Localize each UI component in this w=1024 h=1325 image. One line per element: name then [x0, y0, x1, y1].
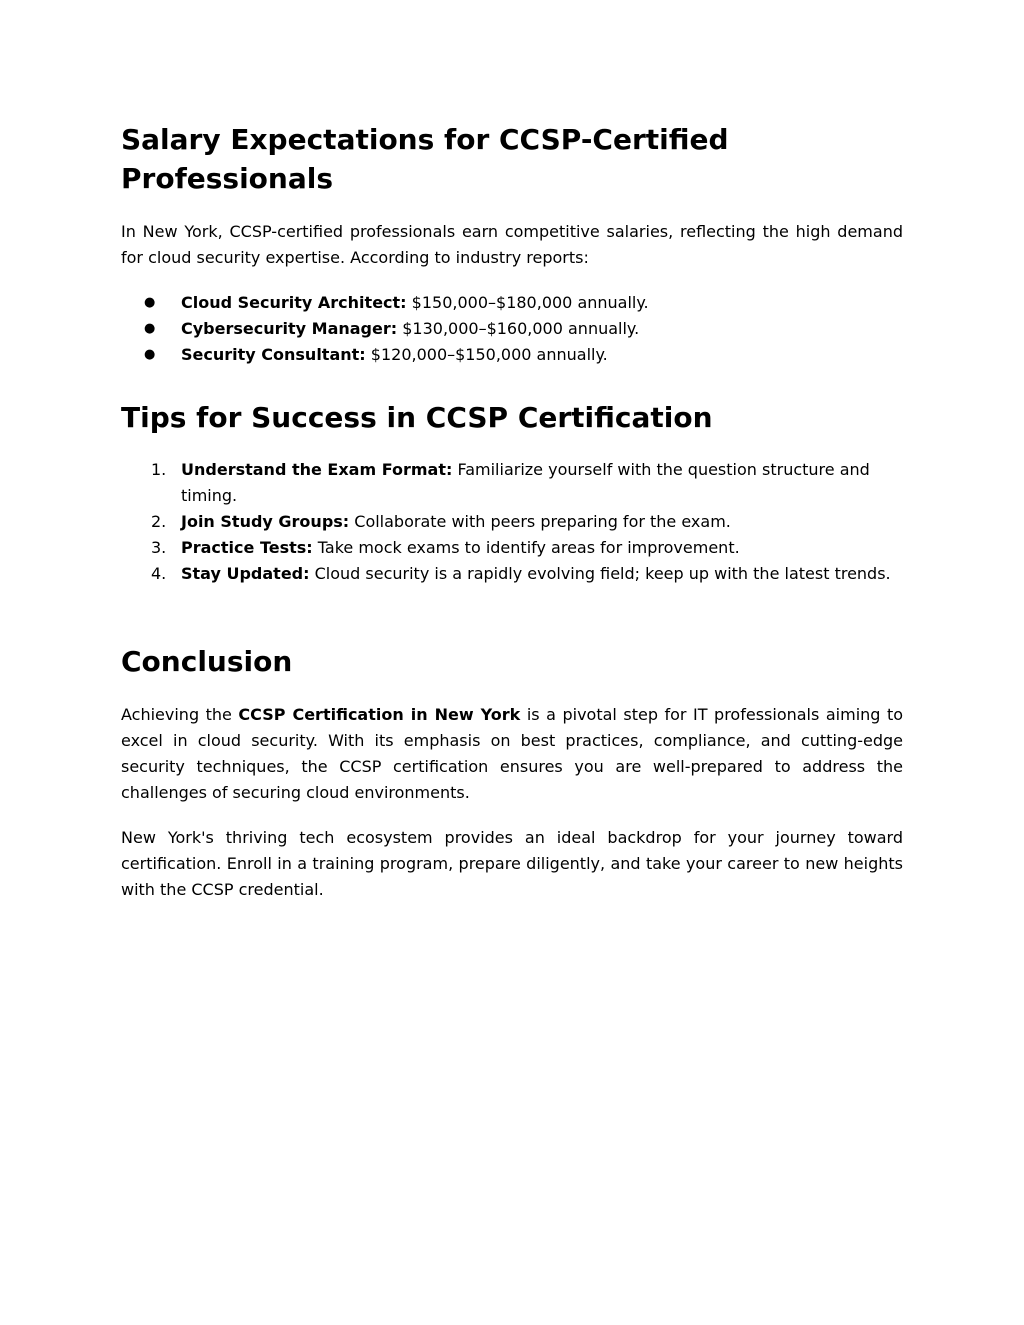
salary-list-item [121, 342, 903, 368]
tip-label: Stay Updated: [181, 564, 310, 583]
list-number: 1. [151, 460, 167, 479]
tip-text: Take mock exams to identify areas for improvement. [312, 538, 740, 557]
tip-text: Collaborate with peers preparing for the exam. [349, 512, 731, 531]
tips-list-item [121, 457, 903, 509]
list-number: 3. [151, 538, 167, 557]
list-number: 4. [151, 564, 167, 583]
tip-label: Join Study Groups: [181, 512, 350, 531]
bullet-icon: ● [144, 347, 156, 362]
salary-range-text: $150,000–$180,000 annually. [406, 293, 649, 312]
salary-role-label: Cloud Security Architect: [181, 293, 407, 312]
conclusion-paragraph-1 [121, 702, 903, 806]
bullet-icon: ● [144, 321, 156, 336]
tips-list-item [121, 509, 903, 535]
salary-heading [121, 120, 903, 198]
conclusion-heading: Conclusion [121, 645, 293, 678]
salary-list [121, 290, 903, 368]
salary-range-text: $130,000–$160,000 annually. [397, 319, 640, 338]
conclusion-highlight: CCSP Certification in New York [238, 705, 521, 724]
tip-label: Practice Tests: [181, 538, 313, 557]
conclusion-text-before: Achieving the [121, 705, 239, 724]
conclusion-text-after: is a pivotal step for IT professionals aiming to excel in cloud security. With its emphasis on best practices, compliance, and cutting-edge security techniques, the CCSP certification ensures you are well-prepared to address the challenges of securing cloud environments. [121, 705, 904, 802]
salary-list-item [121, 290, 903, 316]
tips-list-item [121, 535, 903, 561]
tips-list-item [121, 561, 903, 587]
tips-heading: Tips for Success in CCSP Certification [121, 401, 713, 434]
tip-text: Familiarize yourself with the question structure and timing. [181, 460, 870, 505]
tips-list [121, 457, 903, 587]
salary-range-text: $120,000–$150,000 annually. [365, 345, 608, 364]
tip-text: Cloud security is a rapidly evolving field; keep up with the latest trends. [309, 564, 891, 583]
list-number: 2. [151, 512, 167, 531]
salary-role-label: Security Consultant: [181, 345, 366, 364]
salary-heading-line2: Professionals [121, 162, 333, 195]
bullet-icon: ● [144, 295, 156, 310]
salary-list-item [121, 316, 903, 342]
conclusion-paragraph-2: New York's thriving tech ecosystem provides an ideal backdrop for your journey toward certification. Enroll in a training program, prepare diligently, and take your career to new heights with the CCSP credential. [121, 828, 903, 899]
tip-label: Understand the Exam Format: [181, 460, 453, 479]
salary-role-label: Cybersecurity Manager: [181, 319, 398, 338]
salary-heading-line1: Salary Expectations for CCSP-Certified [121, 123, 729, 156]
salary-intro-paragraph: In New York, CCSP-certified professionals earn competitive salaries, reflecting the high demand for cloud security expertise. According to industry reports: [121, 222, 903, 267]
